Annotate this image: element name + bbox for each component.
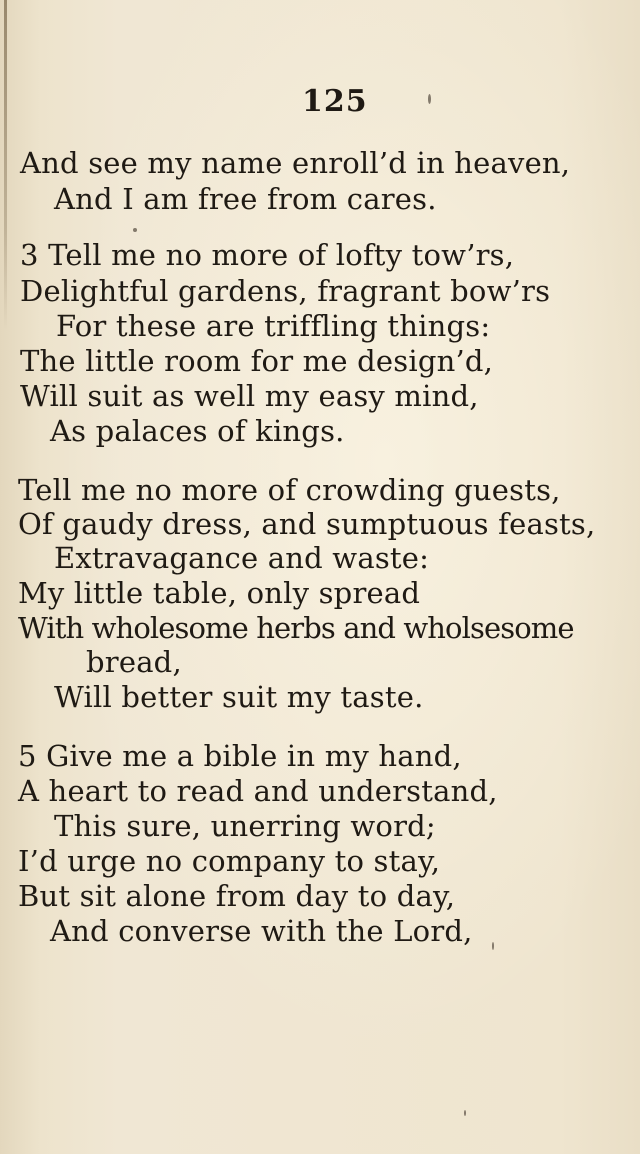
verse-line: 3 Tell me no more of lofty tow’rs, — [20, 238, 515, 272]
verse-line: Tell me no more of crowding guests, — [18, 473, 561, 507]
verse-line: With wholesome herbs and wholsesome — [18, 611, 574, 645]
verse-line: And converse with the Lord, — [50, 914, 473, 948]
verse-line: Extravagance and waste: — [54, 541, 430, 575]
verse-line: My little table, only spread — [18, 576, 421, 610]
verse-line: I’d urge no company to stay, — [18, 844, 441, 878]
verse-line: 5 Give me a bible in my hand, — [18, 739, 462, 773]
verse-line: The little room for me design’d, — [20, 344, 494, 378]
verse-line: Will suit as well my easy mind, — [20, 379, 479, 413]
verse-line: This sure, unerring word; — [54, 809, 436, 843]
ink-speck — [492, 942, 494, 950]
verse-line: And I am free from cares. — [54, 182, 437, 216]
verse-line: bread, — [86, 645, 182, 679]
verse-line: A heart to read and understand, — [18, 774, 498, 808]
verse-line: For these are triffling things: — [56, 309, 491, 343]
verse-line: Of gaudy dress, and sumptuous feasts, — [18, 507, 596, 541]
page-number: 125 — [302, 84, 368, 119]
verse-line: Will better suit my taste. — [54, 680, 424, 714]
ink-speck — [133, 228, 137, 232]
verse-line: And see my name enroll’d in heaven, — [20, 146, 571, 180]
ink-speck — [464, 1110, 466, 1116]
page-binding-edge — [4, 0, 7, 330]
verse-line: Delightful gardens, fragrant bow’rs — [20, 274, 551, 308]
ink-speck — [428, 94, 431, 104]
verse-line: But sit alone from day to day, — [18, 879, 456, 913]
verse-line: As palaces of kings. — [50, 414, 345, 448]
